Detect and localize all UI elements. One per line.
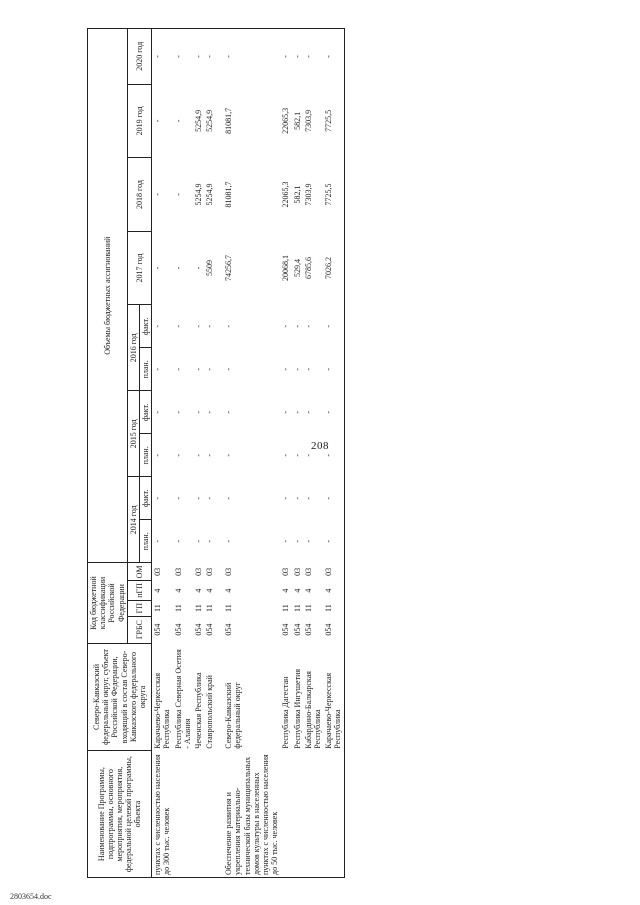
row-value-cell: 22065,3 — [281, 107, 291, 134]
table-row — [173, 29, 193, 878]
row-value-cell: - — [153, 497, 163, 500]
row-value-cell: - — [223, 29, 280, 85]
row-value-cell: - — [224, 325, 234, 328]
row-value-cell: - — [153, 368, 163, 371]
table-row — [323, 29, 344, 878]
row-value-cell: - — [303, 411, 313, 414]
row-value-cell: - — [153, 119, 163, 123]
row-value-cell: - — [173, 454, 183, 457]
row-value-cell: - — [303, 540, 313, 543]
row-value-cell: - — [281, 454, 291, 457]
row-value-cell: - — [280, 29, 291, 85]
table-body — [152, 29, 344, 878]
row-value-cell: - — [323, 477, 344, 520]
row-value-cell: - — [205, 368, 215, 371]
row-gp-cell: 11 — [173, 604, 183, 612]
row-value-cell: - — [292, 29, 303, 85]
row-value-cell: - — [281, 368, 291, 371]
row-name-cell — [280, 751, 291, 878]
row-value-cell: - — [281, 497, 291, 500]
row-gp-cell: 11 — [224, 604, 234, 612]
row-value-cell: - — [173, 193, 183, 196]
header-plan-2015: план. — [139, 434, 151, 477]
header-year-2015: 2015 год — [127, 391, 139, 477]
header-plan-2014: план. — [139, 520, 151, 563]
header-grbs: ГРБС — [127, 616, 151, 643]
header-name-column: Наименование Программы, подпрограммы, основного мероприятия, мероприятия, федеральной целевой программы, объекта — [88, 751, 152, 878]
row-value-cell: - — [173, 325, 183, 328]
table-row — [193, 29, 204, 878]
row-subject-cell: Кабардино-Балкарская Республика — [303, 671, 322, 749]
row-om-cell: 03 — [281, 567, 291, 576]
row-value-cell: 7725,5 — [323, 84, 344, 158]
row-subject-cell: Северо-Кавказский федеральный округ — [224, 682, 243, 749]
row-subject-cell: Республика Ингушетия — [292, 668, 302, 749]
row-grbs-cell: 054 — [173, 623, 183, 636]
row-value-cell: - — [205, 497, 215, 500]
row-value-cell: - — [224, 497, 234, 500]
header-subject-column: Северо-Кавказский федеральный округ, субъект Российской Федерации, входящий в состав Северо-Кавказского федерального округа — [88, 643, 152, 751]
row-value-cell: - — [193, 411, 203, 414]
rotated-table-container — [87, 28, 614, 878]
header-year-2014: 2014 год — [127, 477, 139, 563]
row-value-cell: - — [153, 540, 163, 543]
row-value-cell: 81081,7 — [224, 181, 234, 208]
row-name-cell — [173, 751, 193, 878]
row-value-cell: - — [323, 348, 344, 391]
row-name-cell — [303, 751, 323, 878]
page-number: 208 — [311, 440, 329, 452]
row-value-cell: - — [205, 454, 215, 457]
row-grbs-cell: 054 — [153, 623, 163, 636]
row-value-cell: - — [292, 497, 302, 500]
row-grbs-cell: 054 — [323, 616, 344, 643]
row-value-cell: - — [153, 266, 163, 270]
header-year-2018: 2018 год — [127, 158, 151, 232]
row-name-cell: Обеспечение развития и укрепления материально-технической базы муниципальных домов культуры в населенных пунктах с численностью населения до 50 тыс. человек — [223, 751, 280, 878]
row-value-cell: - — [173, 497, 183, 500]
row-gp-cell: 11 — [205, 604, 215, 612]
row-value-cell: - — [173, 368, 183, 371]
row-subject-cell: Чеченская Республика — [193, 672, 203, 749]
row-pgp-cell: 4 — [323, 581, 344, 600]
row-om-cell: 03 — [323, 563, 344, 581]
row-value-cell: 5254,9 — [205, 109, 215, 132]
row-name-cell: пунктах с численностью населения до 300 тыс. человек — [152, 751, 173, 878]
row-gp-cell: 11 — [323, 600, 344, 616]
row-value-cell: - — [303, 454, 313, 457]
row-pgp-cell: 4 — [292, 588, 302, 593]
row-value-cell: - — [224, 411, 234, 414]
document-id: 2803654.doc — [10, 892, 52, 901]
row-value-cell: - — [173, 29, 193, 85]
row-value-cell: 7725,5 — [323, 158, 344, 232]
row-value-cell: - — [323, 434, 344, 477]
row-subject-cell: Ставропольский край — [205, 675, 215, 749]
row-pgp-cell: 4 — [173, 588, 183, 593]
row-value-cell: - — [224, 540, 234, 543]
budget-table — [87, 28, 345, 878]
row-gp-cell: 11 — [281, 604, 291, 612]
row-gap — [215, 29, 223, 878]
row-value-cell: 5509 — [205, 260, 215, 277]
row-value-cell: 81081,7 — [224, 107, 234, 134]
row-grbs-cell: 054 — [224, 623, 234, 636]
row-value-cell: 20068,1 — [281, 255, 291, 282]
table-row — [223, 29, 280, 878]
row-value-cell: - — [292, 368, 302, 371]
row-om-cell: 03 — [292, 567, 302, 576]
row-value-cell: - — [153, 411, 163, 414]
row-value-cell: - — [281, 540, 291, 543]
row-value-cell: - — [193, 368, 203, 371]
row-value-cell: - — [173, 119, 183, 123]
row-value-cell: 7303,9 — [303, 183, 313, 206]
row-name-cell — [323, 751, 344, 878]
row-value-cell: - — [205, 540, 215, 543]
row-value-cell: - — [153, 325, 163, 328]
header-volumes-group: Объемы бюджетных ассигнований — [88, 29, 128, 563]
header-pgp: пГП — [127, 581, 151, 600]
row-name-cell — [204, 751, 215, 878]
row-value-cell: - — [281, 325, 291, 328]
row-value-cell: - — [193, 325, 203, 328]
row-grbs-cell: 054 — [205, 623, 215, 636]
row-value-cell: - — [323, 520, 344, 563]
row-value-cell: 6785,6 — [303, 257, 313, 280]
row-subject-cell: Карачаево-Черкесская Республика — [153, 672, 172, 749]
row-value-cell: 5254,9 — [193, 109, 203, 132]
row-pgp-cell: 4 — [153, 588, 163, 593]
row-value-cell: - — [152, 29, 173, 85]
table-row — [303, 29, 323, 878]
row-om-cell: 03 — [224, 567, 234, 576]
header-year-2016: 2016 год — [127, 305, 139, 391]
row-value-cell: 529,4 — [292, 259, 302, 278]
row-subject-cell: Карачаево-Черкесская Республика — [323, 643, 344, 751]
row-value-cell: - — [292, 540, 302, 543]
row-value-cell: - — [193, 540, 203, 543]
row-value-cell: - — [323, 29, 344, 85]
row-value-cell: 22065,3 — [281, 181, 291, 208]
row-value-cell: - — [204, 29, 215, 85]
row-value-cell: - — [205, 325, 215, 328]
row-gp-cell: 11 — [153, 604, 163, 612]
row-value-cell: - — [303, 368, 313, 371]
row-om-cell: 03 — [193, 567, 203, 576]
row-value-cell: - — [292, 454, 302, 457]
row-value-cell: - — [224, 454, 234, 457]
row-grbs-cell: 054 — [292, 623, 302, 636]
row-pgp-cell: 4 — [193, 588, 203, 593]
header-gp: ГП — [127, 600, 151, 616]
header-code-group: Код бюджетной классификации Российской Федерации — [88, 563, 128, 643]
row-name-cell — [292, 751, 303, 878]
row-value-cell: 5254,9 — [205, 183, 215, 206]
row-value-cell: - — [303, 325, 313, 328]
row-value-cell: 74256,7 — [224, 255, 234, 282]
row-pgp-cell: 4 — [224, 588, 234, 593]
row-subject-cell: Республика Северная Осетия - Алания — [173, 649, 192, 749]
row-value-cell: - — [193, 454, 203, 457]
table-row — [292, 29, 303, 878]
header-fact-2016: факт. — [139, 305, 151, 348]
row-value-cell: - — [292, 325, 302, 328]
header-fact-2015: факт. — [139, 391, 151, 434]
row-value-cell: - — [292, 411, 302, 414]
row-om-cell: 03 — [205, 567, 215, 576]
row-value-cell: - — [323, 305, 344, 348]
row-value-cell: - — [193, 29, 204, 85]
row-om-cell: 03 — [153, 567, 163, 576]
row-grbs-cell: 054 — [281, 623, 291, 636]
row-gp-cell: 11 — [292, 604, 302, 612]
header-plan-2016: план. — [139, 348, 151, 391]
row-grbs-cell: 054 — [193, 623, 203, 636]
row-value-cell: 7026,2 — [323, 231, 344, 305]
row-value-cell: - — [173, 411, 183, 414]
row-value-cell: - — [173, 266, 183, 270]
row-pgp-cell: 4 — [205, 588, 215, 593]
header-year-2020: 2020 год — [127, 29, 151, 85]
row-value-cell: - — [281, 411, 291, 414]
row-value-cell: - — [153, 193, 163, 196]
row-value-cell: - — [153, 454, 163, 457]
row-value-cell: - — [193, 497, 203, 500]
row-pgp-cell: 4 — [303, 588, 313, 593]
row-value-cell: 5254,9 — [193, 183, 203, 206]
header-year-2019: 2019 год — [127, 84, 151, 158]
row-pgp-cell: 4 — [281, 588, 291, 593]
row-value-cell: - — [323, 391, 344, 434]
header-year-2017: 2017 год — [127, 231, 151, 305]
row-subject-cell: Республика Дагестан — [281, 676, 291, 749]
row-value-cell: 582,1 — [292, 111, 302, 130]
row-grbs-cell: 054 — [303, 623, 313, 636]
header-om: ОМ — [127, 563, 151, 581]
row-value-cell: - — [303, 29, 323, 85]
header-fact-2014: факт. — [139, 477, 151, 520]
row-value-cell: - — [205, 411, 215, 414]
row-gp-cell: 11 — [193, 604, 203, 612]
table-header — [88, 29, 152, 878]
row-value-cell: 582,1 — [292, 185, 302, 204]
row-value-cell: - — [173, 540, 183, 543]
table-row — [204, 29, 215, 878]
row-name-cell — [193, 751, 204, 878]
row-om-cell: 03 — [303, 567, 313, 576]
row-value-cell: - — [224, 368, 234, 371]
row-value-cell: - — [303, 497, 313, 500]
table-row — [280, 29, 291, 878]
row-value-cell: 7303,9 — [303, 109, 313, 132]
row-om-cell: 03 — [173, 567, 183, 576]
row-value-cell: - — [193, 266, 203, 270]
table-row — [152, 29, 173, 878]
row-gp-cell: 11 — [303, 604, 313, 612]
